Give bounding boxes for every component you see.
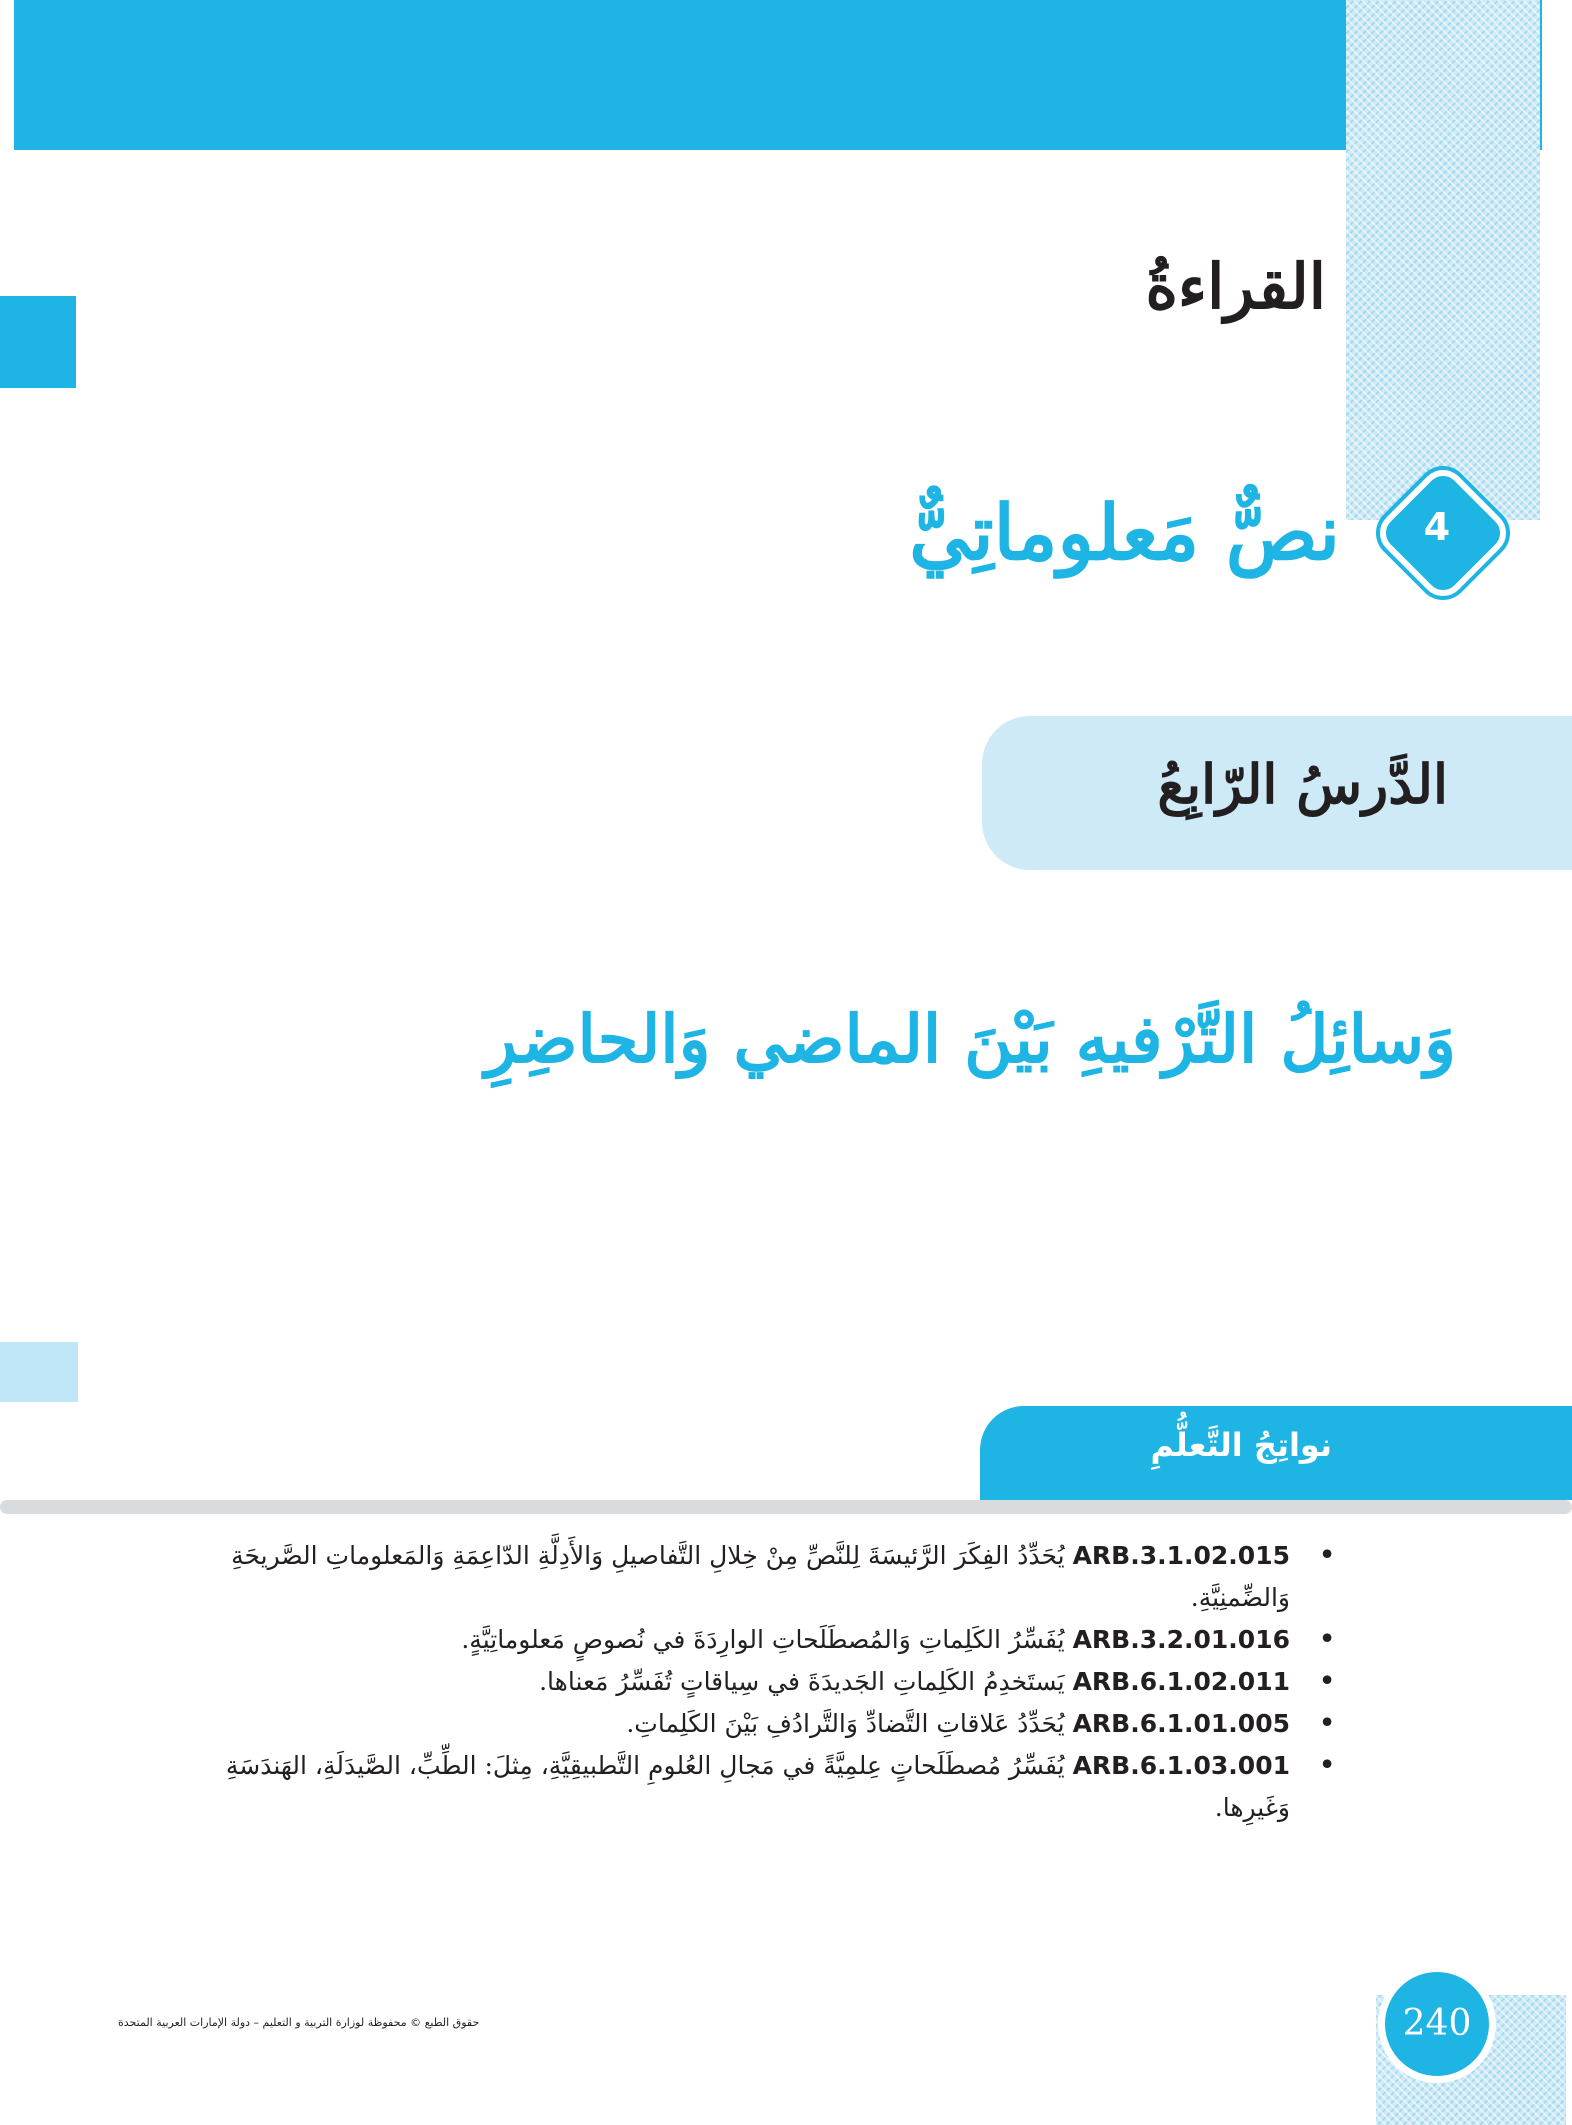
outcome-text: يُفَسِّرُ الكَلِماتِ وَالمُصطَلَحاتِ الوارِدَةَ في نُصوصٍ مَعلوماتِيَّةٍ. <box>461 1625 1065 1654</box>
header-band <box>14 0 1542 150</box>
copyright-notice: حقوق الطبع © محفوظة لوزارة التربية و التعليم – دولة الإمارات العربية المتحدة <box>118 2016 480 2029</box>
outcome-text: يُحَدِّدُ عَلاقاتِ التَّضادِّ وَالتَّرادُفِ بَيْنَ الكَلِماتِ. <box>626 1709 1065 1738</box>
outcome-code: ARB.6.1.03.001 <box>1072 1751 1290 1780</box>
unit-number: 4 <box>1423 505 1451 549</box>
list-item <box>210 1535 1340 1619</box>
outcome-code: ARB.6.1.02.011 <box>1072 1667 1290 1696</box>
outcomes-header <box>980 1406 1572 1500</box>
outcome-text: يَستَخدِمُ الكَلِماتِ الجَديدَةَ في سِياقاتٍ تُفَسِّرُ مَعناها. <box>539 1667 1065 1696</box>
unit-number-badge <box>1372 462 1502 592</box>
list-item <box>210 1703 1340 1745</box>
lesson-topic: وَسائِلُ التَّرْفيهِ بَيْنَ الماضي وَالحاضِرِ <box>485 1000 1456 1078</box>
unit-title: نصٌّ مَعلوماتِيٌّ <box>909 488 1340 577</box>
page-number-badge <box>1378 1965 1496 2083</box>
outcome-code: ARB.3.1.02.015 <box>1072 1541 1290 1570</box>
left-edge-tab-light <box>0 1342 78 1402</box>
outcomes-title: نواتِجُ التَّعلُّمِ <box>1150 1426 1332 1464</box>
outcome-text: يُحَدِّدُ الفِكَرَ الرَّئيسَةَ لِلنَّصِّ مِنْ خِلالِ التَّفاصيلِ وَالأَدِلَّةِ الدّاعِمَةِ وَالمَعلوماتِ الصَّريحَةِ وَالضِّمنِيَّةِ. <box>231 1541 1290 1612</box>
outcome-code: ARB.6.1.01.005 <box>1072 1709 1290 1738</box>
outcome-code: ARB.3.2.01.016 <box>1072 1625 1290 1654</box>
outcomes-list <box>210 1535 1340 1829</box>
lesson-title: الدَّرسُ الرّابِعُ <box>1157 752 1448 816</box>
outcome-text: يُفَسِّرُ مُصطَلَحاتٍ عِلمِيَّةً في مَجالِ العُلومِ التَّطبيقِيَّةِ، مِثلَ: الطِّبِّ، الصَّيدَلَةِ، الهَندَسَةِ وَغَيرِها. <box>225 1751 1290 1822</box>
outcomes-divider <box>0 1500 1572 1514</box>
lesson-banner <box>982 716 1572 870</box>
page-number: 240 <box>1402 2003 1472 2044</box>
list-item <box>210 1745 1340 1829</box>
left-edge-tab <box>0 296 76 388</box>
list-item <box>210 1661 1340 1703</box>
section-title: القراءةُ <box>1145 250 1326 323</box>
decorative-ribbon <box>1346 0 1540 520</box>
list-item <box>210 1619 1340 1661</box>
